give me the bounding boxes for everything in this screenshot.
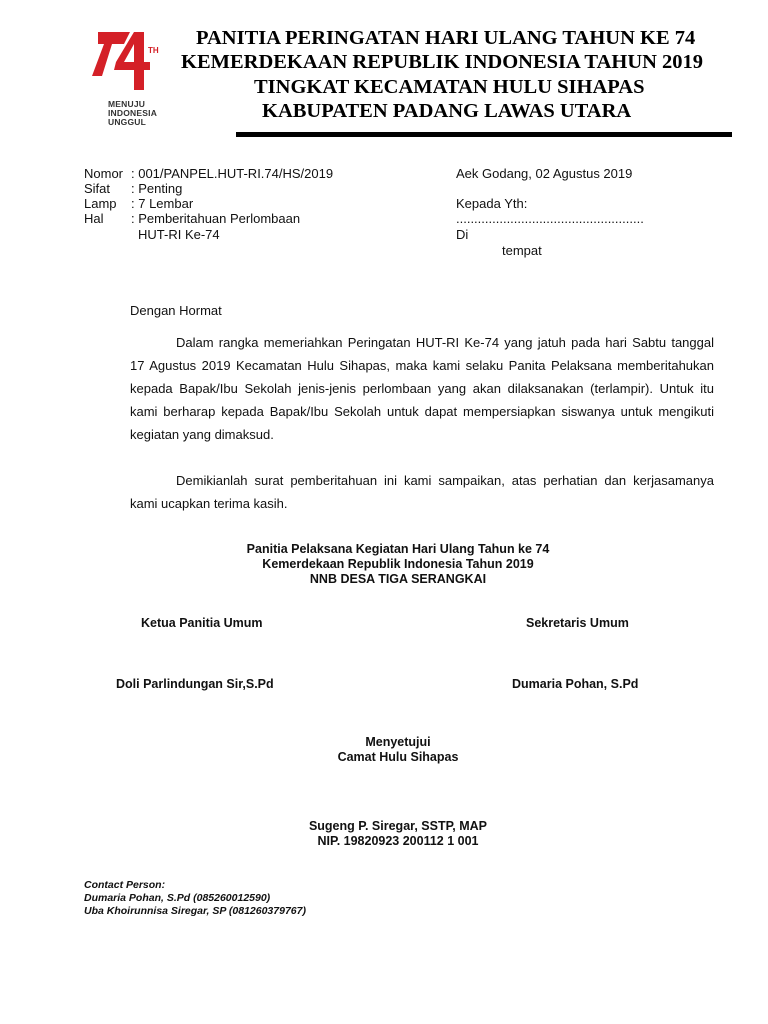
letterhead-line-3: TINGKAT KECAMATAN HULU SIHAPAS bbox=[254, 76, 645, 98]
logo-tagline-line: UNGGUL bbox=[108, 117, 147, 127]
recipient-tempat: tempat bbox=[502, 243, 542, 258]
approval-line: Menyetujui bbox=[365, 735, 431, 749]
logo-tagline-line: MENUJU bbox=[108, 99, 146, 109]
meta-nomor bbox=[84, 166, 333, 181]
body-paragraph-1: Dalam rangka memeriahkan Peringatan HUT-RI Ke-74 yang jatuh pada hari Sabtu tanggal 17 Agustus 2019 Kecamatan Hulu Sihapas, maka kami selaku Panita Pelaksana memberitahukan kepada Bapak/Ibu Sekolah jenis-jenis perlombaan yang akan dilaksanakan (terlampir). Untuk itu kami berharap kepada Bapak/Ibu Sekolah untuk dapat mempersiapkan siswanya untuk mengikuti kegiatan yang dimaksud. bbox=[130, 335, 714, 442]
sekretaris-title: Sekretaris Umum bbox=[526, 616, 629, 630]
camat-signature-block bbox=[0, 819, 768, 849]
camat-name: Sugeng P. Siregar, SSTP, MAP bbox=[308, 819, 488, 833]
logo-tagline bbox=[108, 100, 157, 127]
meta-hal bbox=[84, 211, 300, 226]
hut-ri-74-logo bbox=[88, 28, 178, 138]
meta-label: Lamp bbox=[84, 196, 117, 211]
contact-block bbox=[84, 879, 306, 918]
meta-lamp bbox=[84, 196, 193, 211]
meta-value: : Pemberitahuan Perlombaan bbox=[131, 211, 301, 226]
organizer-line: NNB DESA TIGA SERANGKAI bbox=[309, 572, 487, 586]
letterhead-divider bbox=[236, 132, 732, 137]
contact-heading: Contact Person: bbox=[84, 879, 166, 891]
approval-block bbox=[0, 735, 768, 765]
greeting: Dengan Hormat bbox=[130, 303, 222, 318]
hut-74-emblem-icon bbox=[88, 28, 158, 98]
ketua-title: Ketua Panitia Umum bbox=[141, 616, 263, 630]
contact-person: Uba Khoirunnisa Siregar, SP (081260379767) bbox=[84, 905, 306, 917]
meta-value: : 7 Lembar bbox=[131, 196, 194, 211]
letterhead-line-4: KABUPATEN PADANG LAWAS UTARA bbox=[262, 100, 632, 122]
organizer-line: Kemerdekaan Republik Indonesia Tahun 2019 bbox=[262, 557, 534, 571]
recipient-blank: .................................................... bbox=[456, 211, 644, 226]
letterhead-line-2: KEMERDEKAAN REPUBLIK INDONESIA TAHUN 2019 bbox=[181, 51, 704, 73]
letterhead-line-1: PANITIA PERINGATAN HARI ULANG TAHUN KE 74 bbox=[196, 27, 696, 49]
logo-superscript: TH bbox=[148, 46, 159, 55]
recipient-salutation: Kepada Yth: bbox=[456, 196, 528, 211]
logo-tagline-line: INDONESIA bbox=[108, 108, 158, 118]
sekretaris-name: Dumaria Pohan, S.Pd bbox=[512, 677, 639, 691]
contact-person: Dumaria Pohan, S.Pd (085260012590) bbox=[84, 892, 271, 904]
meta-label: Sifat bbox=[84, 181, 111, 196]
meta-value: : 001/PANPEL.HUT-RI.74/HS/2019 bbox=[131, 166, 334, 181]
organizer-line: Panitia Pelaksana Kegiatan Hari Ulang Tahun ke 74 bbox=[246, 542, 550, 556]
ketua-name: Doli Parlindungan Sir,S.Pd bbox=[116, 677, 274, 691]
meta-hal-continued: HUT-RI Ke-74 bbox=[138, 227, 220, 242]
place-date: Aek Godang, 02 Agustus 2019 bbox=[456, 166, 633, 181]
meta-sifat bbox=[84, 181, 182, 196]
camat-nip: NIP. 19820923 200112 1 001 bbox=[317, 834, 479, 848]
body-paragraph-2: Demikianlah surat pemberitahuan ini kami sampaikan, atas perhatian dan kerjasamanya kami ucapkan terima kasih. bbox=[130, 473, 714, 511]
meta-label: Hal bbox=[84, 211, 104, 226]
approval-line: Camat Hulu Sihapas bbox=[337, 750, 459, 764]
meta-value: : Penting bbox=[131, 181, 183, 196]
organizer-block bbox=[0, 542, 768, 587]
recipient-di: Di bbox=[456, 227, 469, 242]
meta-label: Nomor bbox=[84, 166, 124, 181]
